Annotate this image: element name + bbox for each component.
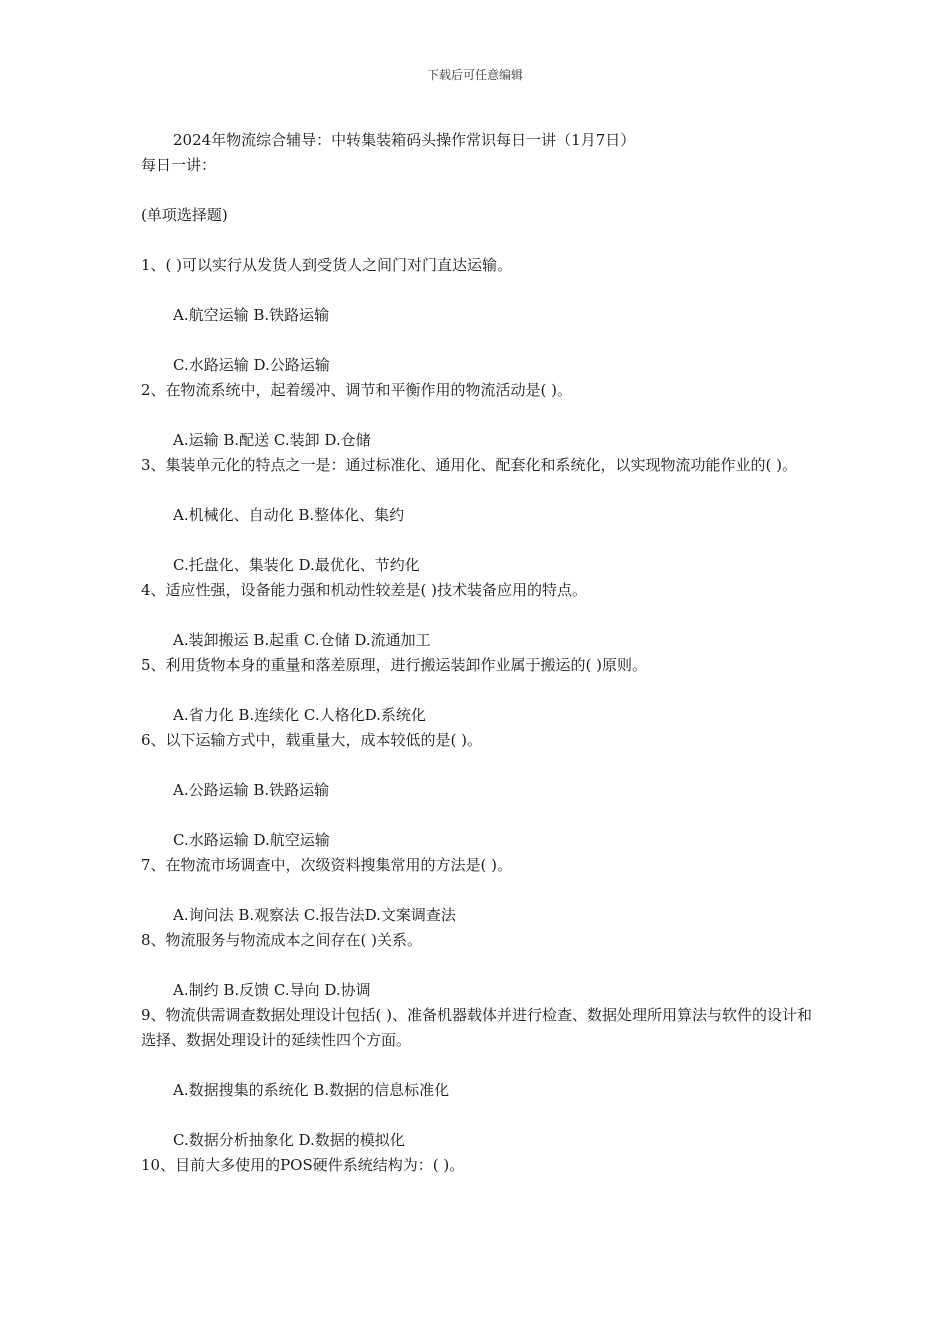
question-3-options-a: A.机械化、自动化 B.整体化、集约 <box>173 506 405 524</box>
question-1-options-b: C.水路运输 D.公路运输 <box>173 356 330 374</box>
question-9-options-a: A.数据搜集的系统化 B.数据的信息标准化 <box>173 1081 450 1099</box>
question-1: 1、( )可以实行从发货人到受货人之间门对门直达运输。 <box>141 256 513 274</box>
question-5: 5、利用货物本身的重量和落差原理，进行搬运装卸作业属于搬运的( )原则。 <box>141 656 648 674</box>
document-subtitle: 每日一讲： <box>141 156 217 174</box>
question-7-options: A.询问法 B.观察法 C.报告法D.文案调查法 <box>173 906 456 924</box>
document-title: 2024年物流综合辅导：中转集装箱码头操作常识每日一讲（1月7日） <box>173 131 636 149</box>
question-4-options: A.装卸搬运 B.起重 C.仓储 D.流通加工 <box>173 631 431 649</box>
question-5-options: A.省力化 B.连续化 C.人格化D.系统化 <box>173 706 426 724</box>
question-4: 4、适应性强，设备能力强和机动性较差是( )技术装备应用的特点。 <box>141 581 588 599</box>
question-6: 6、以下运输方式中，载重量大，成本较低的是( )。 <box>141 731 483 749</box>
question-7: 7、在物流市场调查中，次级资料搜集常用的方法是( )。 <box>141 856 513 874</box>
question-2-options: A.运输 B.配送 C.装卸 D.仓储 <box>173 431 371 449</box>
question-10: 10、目前大多使用的POS硬件系统结构为：( )。 <box>141 1156 465 1174</box>
question-2: 2、在物流系统中，起着缓冲、调节和平衡作用的物流活动是( )。 <box>141 381 573 399</box>
question-9: 9、物流供需调查数据处理设计包括( )、准备机器载体并进行检查、数据处理所用算法与软件的设计和选择、数据处理设计的延续性四个方面。 <box>141 1006 813 1049</box>
question-1-options-a: A.航空运输 B.铁路运输 <box>173 306 330 324</box>
question-3-options-b: C.托盘化、集装化 D.最优化、节约化 <box>173 556 420 574</box>
section-label: (单项选择题) <box>141 206 228 224</box>
page-header: 下载后可任意编辑 <box>426 68 523 82</box>
question-3: 3、集装单元化的特点之一是：通过标准化、通用化、配套化和系统化，以实现物流功能作业的( )。 <box>141 456 798 474</box>
question-9-options-b: C.数据分析抽象化 D.数据的模拟化 <box>173 1131 405 1149</box>
question-6-options-a: A.公路运输 B.铁路运输 <box>173 781 330 799</box>
question-8: 8、物流服务与物流成本之间存在( )关系。 <box>141 931 423 949</box>
document-body <box>141 128 821 1178</box>
question-6-options-b: C.水路运输 D.航空运输 <box>173 831 330 849</box>
question-8-options: A.制约 B.反馈 C.导向 D.协调 <box>173 981 371 999</box>
